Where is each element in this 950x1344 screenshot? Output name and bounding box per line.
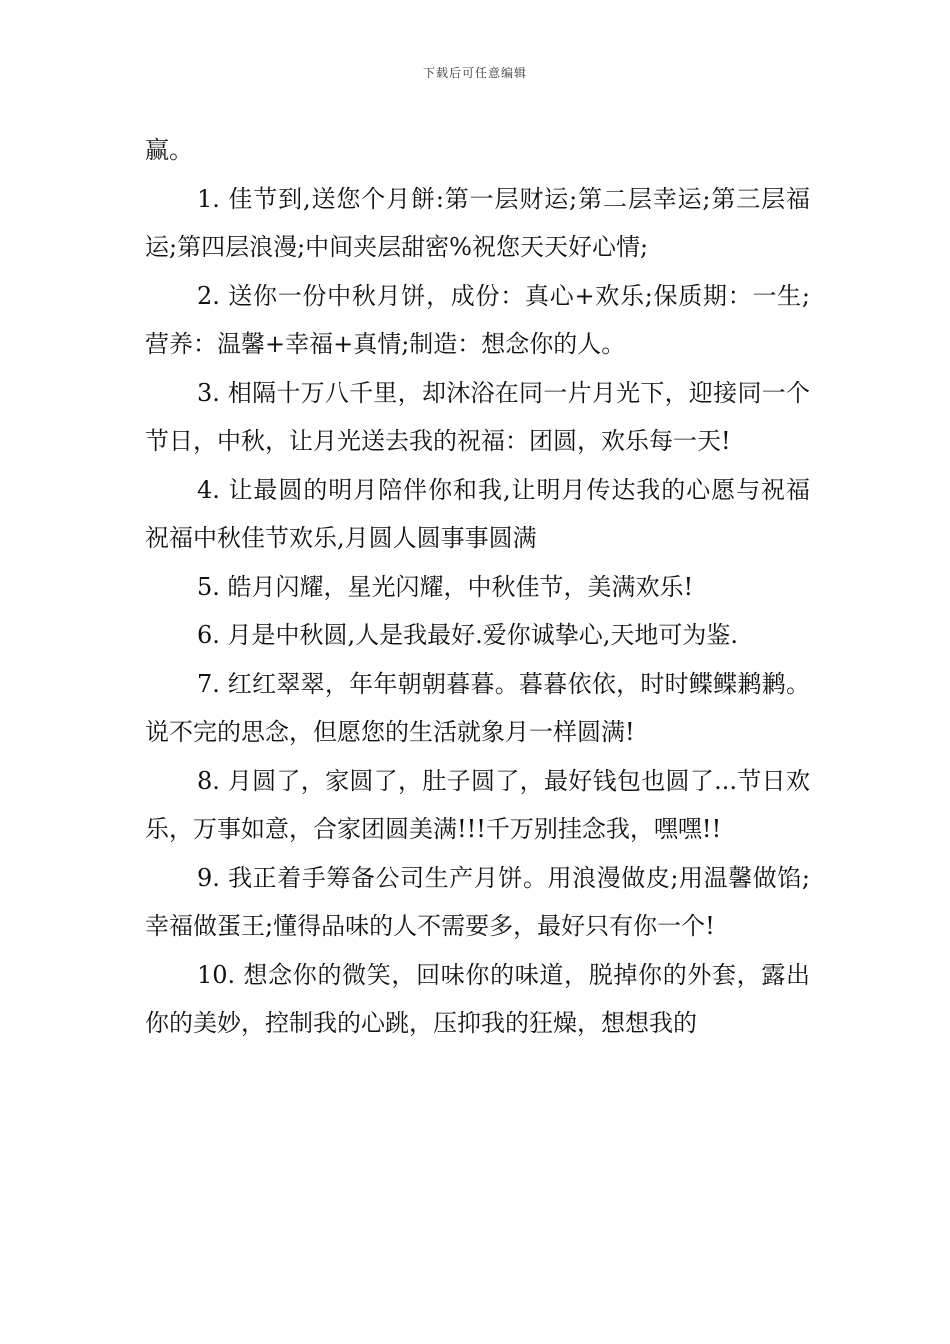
list-item: 8. 月圆了，家圆了，肚子圆了，最好钱包也圆了...节日欢乐，万事如意，合家团圆美满!!!千万别挂念我，嘿嘿!!	[145, 766, 810, 843]
continuation-text: 赢。	[145, 136, 193, 164]
list-item: 2. 送你一份中秋月饼，成份：真心+欢乐;保质期：一生;营养：温馨+幸福+真情;制造：想念你的人。	[145, 281, 810, 358]
list-item: 7. 红红翠翠，年年朝朝暮暮。暮暮依依，时时鲽鲽鹣鹣。说不完的思念，但愿您的生活就象月一样圆满!	[145, 669, 810, 746]
list-item: 9. 我正着手筹备公司生产月饼。用浪漫做皮;用温馨做馅;幸福做蛋王;懂得品味的人不需要多，最好只有你一个!	[145, 863, 810, 940]
list-item: 10. 想念你的微笑，回味你的味道，脱掉你的外套，露出你的美妙，控制我的心跳，压抑我的狂燥，想想我的	[145, 960, 810, 1037]
list-item: 1. 佳节到,送您个月餅:第一层财运;第二层幸运;第三层福运;第四层浪漫;中间夹层甜密%祝您天天好心情;	[145, 184, 810, 261]
document-body	[145, 126, 810, 1048]
list-item: 6. 月是中秋圆,人是我最好.爱你诚挚心,天地可为鉴.	[197, 621, 739, 649]
list-item: 5. 皓月闪耀，星光闪耀，中秋佳节，美满欢乐!	[197, 572, 694, 601]
page-header-note: 下载后可任意编辑	[422, 66, 527, 80]
list-item: 4. 让最圆的明月陪伴你和我,让明月传达我的心愿与祝福祝福中秋佳节欢乐,月圆人圆事事圆满	[145, 475, 810, 552]
list-item: 3. 相隔十万八千里，却沐浴在同一片月光下，迎接同一个节日，中秋，让月光送去我的祝福：团圆，欢乐每一天!	[145, 378, 810, 455]
